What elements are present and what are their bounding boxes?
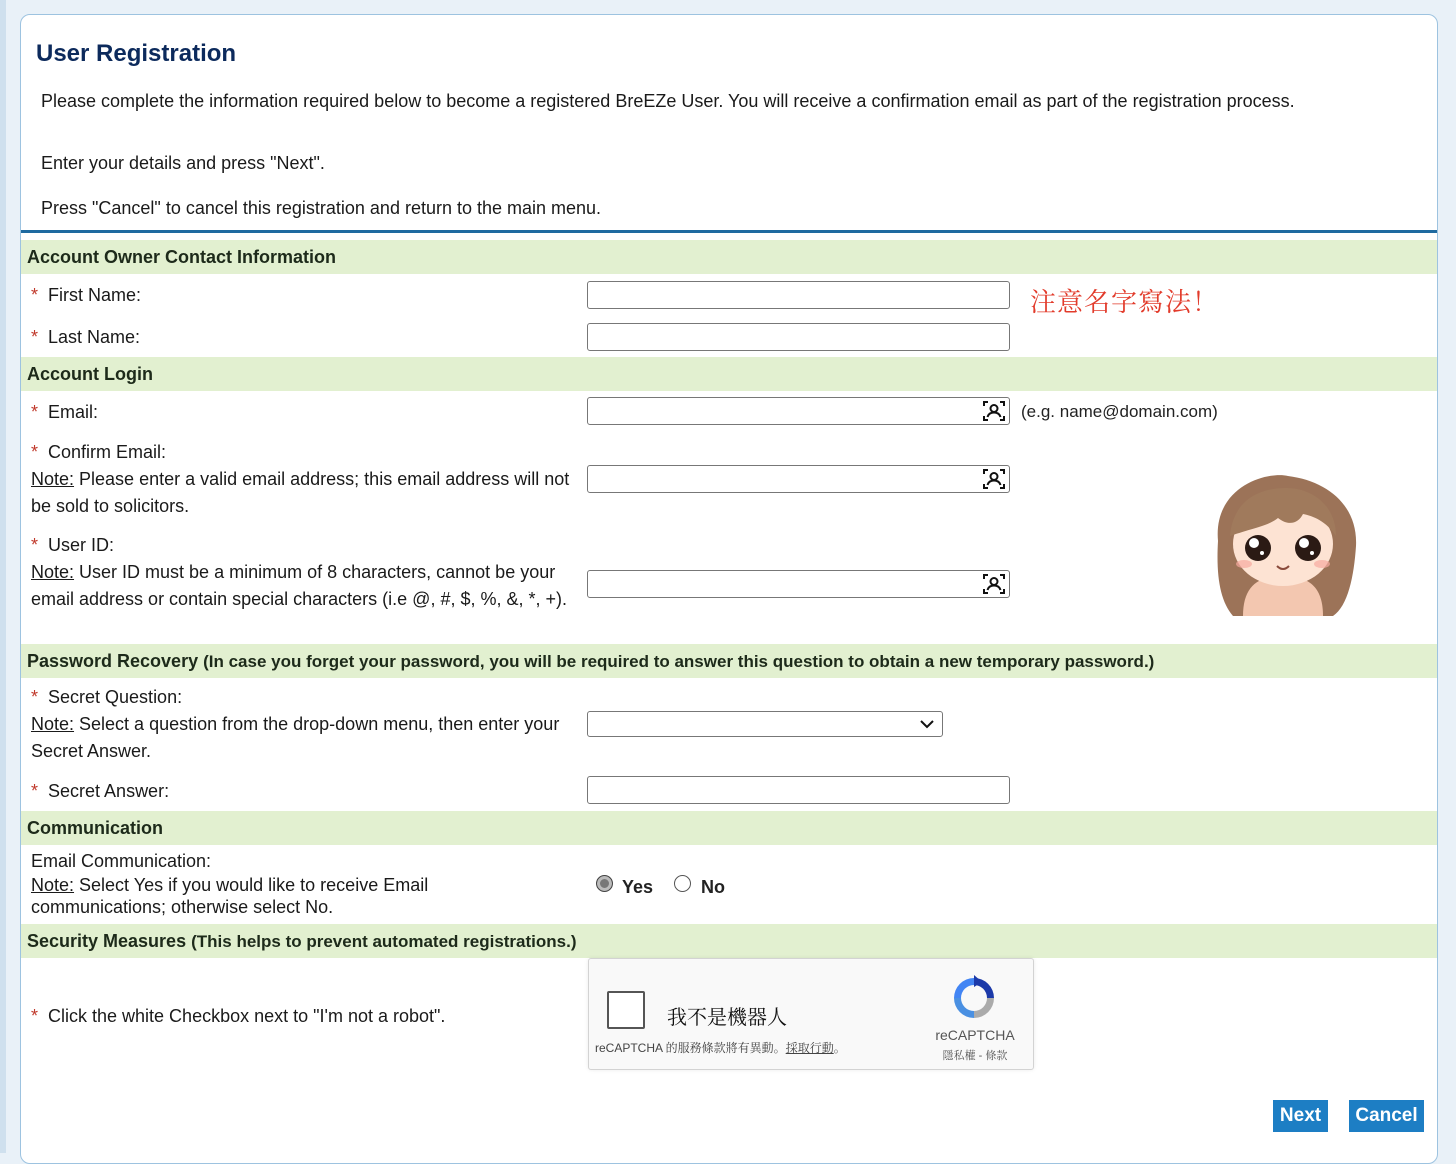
email-communication-note-text: Select Yes if you would like to receive Email communications; otherwise select No. [31, 875, 429, 917]
required-mark: * [31, 781, 39, 801]
recaptcha-links[interactable]: 隱私權 - 條款 [942, 1050, 1008, 1062]
contact-card-icon[interactable] [982, 573, 1006, 595]
radio-no-label[interactable]: No [701, 877, 725, 897]
avatar-sticker [1208, 466, 1358, 616]
secret-question-note-text: Select a question from the drop-down menu, then enter your Secret Answer. [31, 714, 560, 761]
last-name-input[interactable] [587, 323, 1010, 351]
section-security [21, 924, 1437, 958]
required-mark: * [31, 687, 39, 707]
intro-text: Please complete the information required below to become a registered BreEZe User. You will receive a confirmation email as part of the registration process. [41, 91, 1295, 111]
required-mark: * [31, 1006, 39, 1026]
contact-card-icon[interactable] [982, 400, 1006, 422]
confirm-email-note [31, 466, 576, 520]
cancel-button[interactable]: Cancel [1349, 1100, 1424, 1132]
section-security-subtitle: (This helps to prevent automated registrations.) [191, 932, 577, 951]
user-id-note [31, 559, 586, 613]
user-id-label [31, 535, 114, 556]
confirm-email-field[interactable] [587, 465, 1010, 493]
page-title: User Registration [36, 40, 237, 67]
note-prefix: Note: [31, 714, 75, 734]
user-id-note-text: User ID must be a minimum of 8 characters, cannot be your email address or contain special characters (i.e @, #, $, %, &, *, +). [31, 562, 568, 609]
recaptcha-checkbox[interactable] [607, 991, 645, 1029]
header-divider [21, 230, 1437, 233]
email-label-text: Email: [48, 402, 99, 422]
email-label [31, 402, 98, 423]
note-prefix: Note: [31, 562, 75, 582]
user-id-field[interactable] [587, 570, 1010, 598]
secret-question-label-text: Secret Question: [48, 687, 183, 707]
required-mark: * [31, 535, 39, 555]
confirm-email-note-text: Please enter a valid email address; this email address will not be sold to solicitors. [31, 469, 570, 516]
note-prefix: Note: [31, 875, 75, 895]
last-name-label [31, 327, 140, 348]
section-login [21, 357, 1437, 391]
radio-yes-label[interactable]: Yes [622, 877, 654, 897]
recaptcha-label: 我不是機器人 [667, 1007, 787, 1029]
secret-answer-label [31, 781, 169, 802]
confirm-email-label-text: Confirm Email: [48, 442, 167, 462]
recaptcha-logo-icon [949, 973, 999, 1023]
email-communication-note [31, 874, 501, 918]
required-mark: * [31, 285, 39, 305]
section-login-title: Account Login [27, 364, 153, 384]
first-name-label [31, 285, 141, 306]
captcha-instruction [31, 1006, 445, 1027]
section-recovery-subtitle: (In case you forget your password, you will be required to answer this question to obtain a new temporary password.) [203, 652, 1155, 671]
required-mark: * [31, 442, 39, 462]
recaptcha-terms-link[interactable]: 採取行動 [785, 1041, 834, 1055]
radio-yes[interactable] [596, 875, 613, 892]
email-communication-label: Email Communication: [31, 851, 212, 871]
secret-answer-label-text: Secret Answer: [48, 781, 170, 801]
next-button[interactable]: Next [1273, 1100, 1328, 1132]
last-name-label-text: Last Name: [48, 327, 141, 347]
user-id-label-text: User ID: [48, 535, 115, 555]
confirm-email-label [31, 442, 166, 463]
recaptcha-terms-text: reCAPTCHA 的服務條款將有異動。 [595, 1041, 786, 1055]
secret-question-select[interactable] [587, 711, 943, 737]
section-security-title: Security Measures [27, 931, 187, 951]
recaptcha-brand: reCAPTCHA [935, 1027, 1015, 1043]
section-contact-title: Account Owner Contact Information [27, 247, 337, 267]
first-name-label-text: First Name: [48, 285, 142, 305]
annotation-note: 注意名字寫法！ [1030, 287, 1220, 317]
captcha-instruction-text: Click the white Checkbox next to "I'm not a robot". [48, 1006, 446, 1026]
recaptcha-terms [595, 1039, 846, 1056]
secret-question-label [31, 687, 182, 708]
section-recovery-title: Password Recovery [27, 651, 199, 671]
section-communication-title: Communication [27, 818, 164, 838]
chevron-down-icon [920, 719, 934, 729]
section-contact [21, 240, 1437, 274]
required-mark: * [31, 327, 39, 347]
page-left-edge [0, 0, 6, 1153]
section-communication [21, 811, 1437, 845]
secret-question-note [31, 711, 571, 765]
recaptcha-widget [588, 958, 1034, 1070]
note-prefix: Note: [31, 469, 75, 489]
recaptcha-terms-end: 。 [833, 1041, 846, 1055]
section-recovery [21, 644, 1437, 678]
secret-answer-input[interactable] [587, 776, 1010, 804]
radio-no[interactable] [674, 875, 691, 892]
intro-next-text: Enter your details and press "Next". [41, 153, 325, 173]
email-hint: (e.g. name@domain.com) [1021, 402, 1218, 421]
required-mark: * [31, 402, 39, 422]
contact-card-icon[interactable] [982, 468, 1006, 490]
email-field[interactable] [587, 397, 1010, 425]
first-name-input[interactable] [587, 281, 1010, 309]
intro-cancel-text: Press "Cancel" to cancel this registration and return to the main menu. [41, 198, 602, 218]
